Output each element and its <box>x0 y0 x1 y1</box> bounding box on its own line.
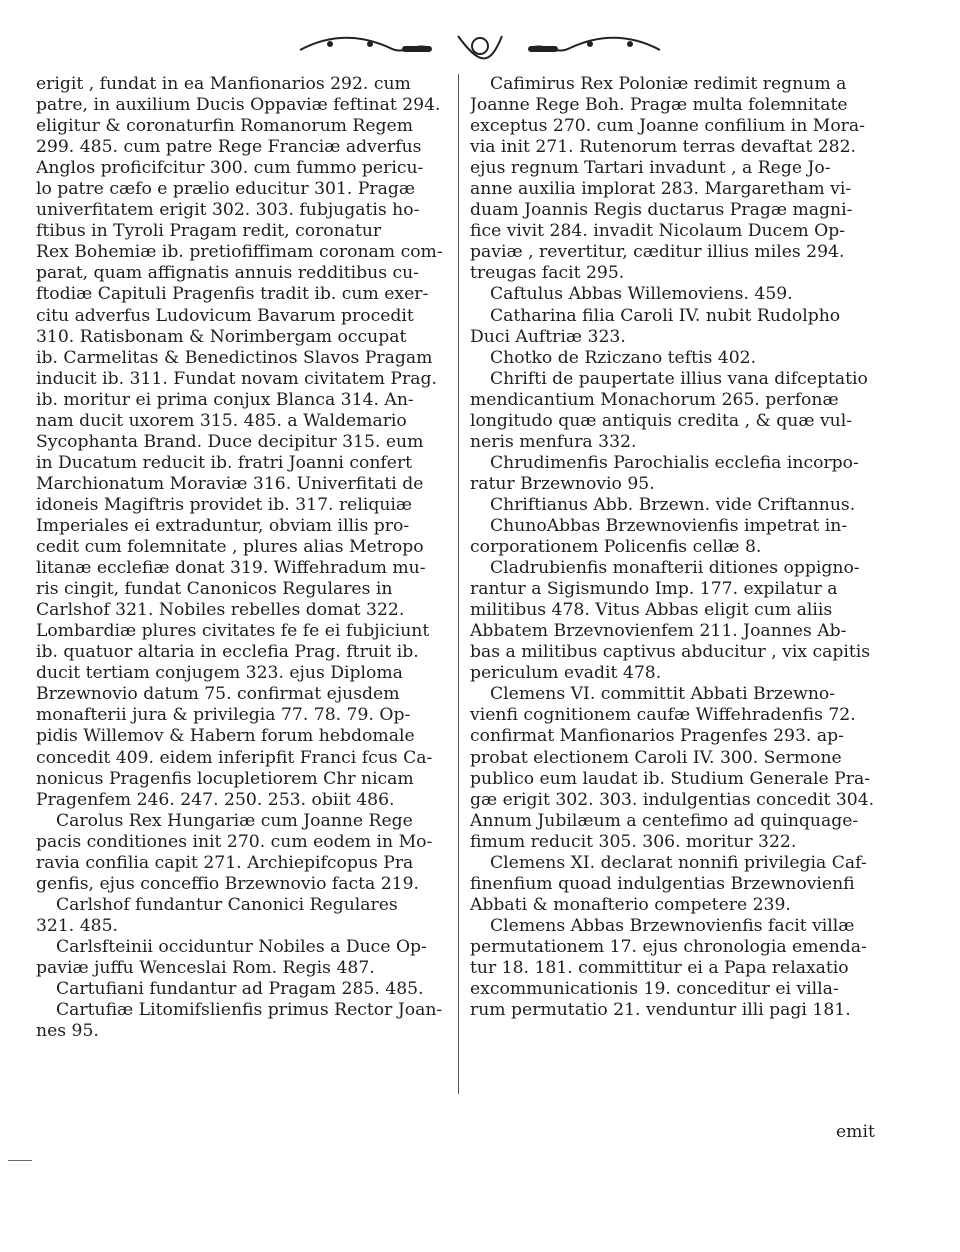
text-line: Anglos proficifcitur 300. cum fummo pericu- <box>36 158 424 179</box>
text-line: treugas facit 295. <box>470 263 625 284</box>
text-line: duam Joannis Regis ductarus Pragæ magni- <box>470 200 853 221</box>
text-line: erigit , fundat in ea Manfionarios 292. cum <box>36 74 411 94</box>
text-line: Brzewnovio datum 75. confirmat ejusdem <box>36 684 400 705</box>
text-line: genfis, ejus conceffio Brzewnovio facta 219. <box>36 873 420 894</box>
text-line: paviæ juffu Wenceslai Rom. Regis 487. <box>36 957 375 978</box>
text-line: ftibus in Tyroli Pragam redit, coronatur <box>36 221 382 242</box>
text-line: paviæ , revertitur, cæditur illius miles 294. <box>470 242 845 263</box>
text-line: finenfium quoad indulgentias Brzewnovienfi <box>470 873 855 894</box>
text-line: nonicus Pragenfis locupletiorem Chr nicam <box>36 768 414 789</box>
text-line: Cladrubienfis monafterii ditiones oppigno- <box>490 558 860 579</box>
text-line: publico eum laudat ib. Studium Generale Pra- <box>470 768 871 789</box>
text-line: Cartufiani fundantur ad Pragam 285. 485. <box>56 979 424 1000</box>
text-line: parat, quam affignatis annuis redditibus cu- <box>36 263 419 284</box>
text-line: ib. moritur ei prima conjux Blanca 314. An- <box>36 389 414 410</box>
text-line: 321. 485. <box>36 915 119 936</box>
text-line: Carlshof 321. Nobiles rebelles domat 322. <box>36 600 405 621</box>
text-line: Cartufiæ Litomifslienfis primus Rector Joan- <box>56 1000 443 1021</box>
text-line: Catharina filia Caroli IV. nubit Rudolpho <box>490 305 841 326</box>
header-ornament <box>290 26 670 68</box>
text-line: Lombardiæ plures civitates fe fe ei fubjiciunt <box>36 621 430 642</box>
column-divider <box>458 74 459 1094</box>
text-line: via init 271. Rutenorum terras devaftat 282. <box>470 137 856 158</box>
text-line: Sycophanta Brand. Duce decipitur 315. eum <box>36 431 424 452</box>
text-line: mendicantium Monachorum 265. perfonæ <box>470 389 839 410</box>
text-line: Clemens Abbas Brzewnovienfis facit villæ <box>490 915 855 936</box>
text-line: probat electionem Caroli IV. 300. Sermone <box>470 747 842 768</box>
text-line: Abbatem Brzevnovienfem 211. Joannes Ab- <box>470 621 847 642</box>
text-line: Duci Auftriæ 323. <box>470 326 626 347</box>
text-line: Marchionatum Moraviæ 316. Univerfitati de <box>36 473 424 494</box>
text-line: gæ erigit 302. 303. indulgentias concedit 304. <box>470 789 875 810</box>
text-line: Caftulus Abbas Willemoviens. 459. <box>490 284 793 305</box>
index-column-right <box>470 74 890 1021</box>
text-line: Clemens XI. declarat nonnifi privilegia Caf- <box>490 852 867 873</box>
text-line: Rex Bohemiæ ib. pretiofiffimam coronam com- <box>36 242 443 263</box>
text-line: confirmat Manfionarios Pragenfes 293. ap- <box>470 726 844 747</box>
margin-mark <box>8 1160 32 1161</box>
text-line: monafterii jura & privilegia 77. 78. 79. Op- <box>36 705 411 726</box>
text-line: ris cingit, fundat Canonicos Regulares in <box>36 579 393 600</box>
text-line: Chotko de Rziczano teftis 402. <box>490 347 757 368</box>
text-line: univerfitatem erigit 302. 303. fubjugatis ho- <box>36 200 420 221</box>
text-line: periculum evadit 478. <box>470 663 662 684</box>
text-line: vienfi cognitionem caufæ Wiffehradenfis 72. <box>470 705 856 726</box>
text-line: militibus 478. Vitus Abbas eligit cum aliis <box>470 600 833 621</box>
text-line: bas a militibus captivus abducitur , vix capitis <box>470 642 871 663</box>
text-line: pidis Willemov & Habern forum hebdomale <box>36 726 415 747</box>
text-line: Chrudimenfis Parochialis ecclefia incorpo- <box>490 452 859 473</box>
text-line: ravia confilia capit 271. Archiepifcopus Pra <box>36 852 414 873</box>
text-line: pacis conditiones init 270. cum eodem in Mo- <box>36 831 433 852</box>
text-line: neris menfura 332. <box>470 431 637 452</box>
text-line: ib. quatuor altaria in ecclefia Prag. ftruit ib. <box>36 642 419 663</box>
text-line: rum permutatio 21. venduntur illi pagi 181. <box>470 1000 851 1021</box>
text-line: cedit cum folemnitate , plures alias Metropo <box>36 537 424 558</box>
text-line: ratur Brzewnovio 95. <box>470 473 655 494</box>
text-line: permutationem 17. ejus chronologia emenda- <box>470 936 867 957</box>
text-line: Abbati & monafterio competere 239. <box>470 894 791 915</box>
text-line: tur 18. 181. committitur ei a Papa relaxatio <box>470 957 849 978</box>
text-line: fice vivit 284. invadit Nicolaum Ducem Op- <box>470 221 846 242</box>
text-line: Cafimirus Rex Poloniæ redimit regnum a <box>490 74 847 94</box>
text-line: inducit ib. 311. Fundat novam civitatem Prag. <box>36 368 437 389</box>
text-line: Carlshof fundantur Canonici Regulares <box>56 894 398 915</box>
text-line: Pragenfem 246. 247. 250. 253. obiit 486. <box>36 789 395 810</box>
text-line: idoneis Magiftris providet ib. 317. reliquiæ <box>36 494 413 515</box>
text-line: nes 95. <box>36 1021 99 1042</box>
text-line: Chriftianus Abb. Brzewn. vide Criftannus. <box>490 494 856 515</box>
text-line: Carolus Rex Hungariæ cum Joanne Rege <box>56 810 413 831</box>
text-line: longitudo quæ antiquis credita , & quæ vul- <box>470 410 853 431</box>
text-line: Annum Jubilæum a centefimo ad quinquage- <box>470 810 859 831</box>
text-line: exceptus 270. cum Joanne confilium in Mora- <box>470 116 865 137</box>
text-line: patre, in auxilium Ducis Oppaviæ feftinat 294. <box>36 95 441 116</box>
text-line: eligitur & coronaturfin Romanorum Regem <box>36 116 414 137</box>
catchword: emit <box>836 1122 875 1142</box>
text-line: citu adverfus Ludovicum Bavarum procedit <box>36 305 414 326</box>
text-line: concedit 409. eidem inferipfit Franci fcus Ca- <box>36 747 433 768</box>
text-line: Chrifti de paupertate illius vana difceptatio <box>490 368 868 389</box>
text-line: Carlsfteinii occiduntur Nobiles a Duce Op- <box>56 936 427 957</box>
text-line: ducit tertiam conjugem 323. ejus Diploma <box>36 663 403 684</box>
text-line: Joanne Rege Boh. Pragæ multa folemnitate <box>470 95 848 116</box>
text-line: in Ducatum reducit ib. fratri Joanni confert <box>36 452 413 473</box>
text-line: rantur a Sigismundo Imp. 177. expilatur a <box>470 579 838 600</box>
text-line: ftodiæ Capituli Pragenfis tradit ib. cum exer- <box>36 284 429 305</box>
text-line: Imperiales ei extraduntur, obviam illis pro- <box>36 515 410 536</box>
text-line: ejus regnum Tartari invadunt , a Rege Jo- <box>470 158 831 179</box>
text-line: lo patre cæfo e prælio educitur 301. Pragæ <box>36 179 416 200</box>
text-line: 299. 485. cum patre Rege Franciæ adverfus <box>36 137 422 158</box>
text-line: ChunoAbbas Brzewnovienfis impetrat in- <box>490 515 848 536</box>
text-line: nam ducit uxorem 315. 485. a Waldemario <box>36 410 407 431</box>
text-line: ib. Carmelitas & Benedictinos Slavos Pragam <box>36 347 433 368</box>
text-line: anne auxilia implorat 283. Margaretham vi- <box>470 179 852 200</box>
text-line: fimum reducit 305. 306. moritur 322. <box>470 831 797 852</box>
text-line: 310. Ratisbonam & Norimbergam occupat <box>36 326 407 347</box>
text-line: corporationem Policenfis cellæ 8. <box>470 537 762 558</box>
text-line: litanæ ecclefiæ donat 319. Wiffehradum mu- <box>36 558 426 579</box>
index-column-left <box>36 74 456 1042</box>
text-line: excommunicationis 19. conceditur ei villa- <box>470 979 839 1000</box>
text-line: Clemens VI. committit Abbati Brzewno- <box>490 684 836 705</box>
